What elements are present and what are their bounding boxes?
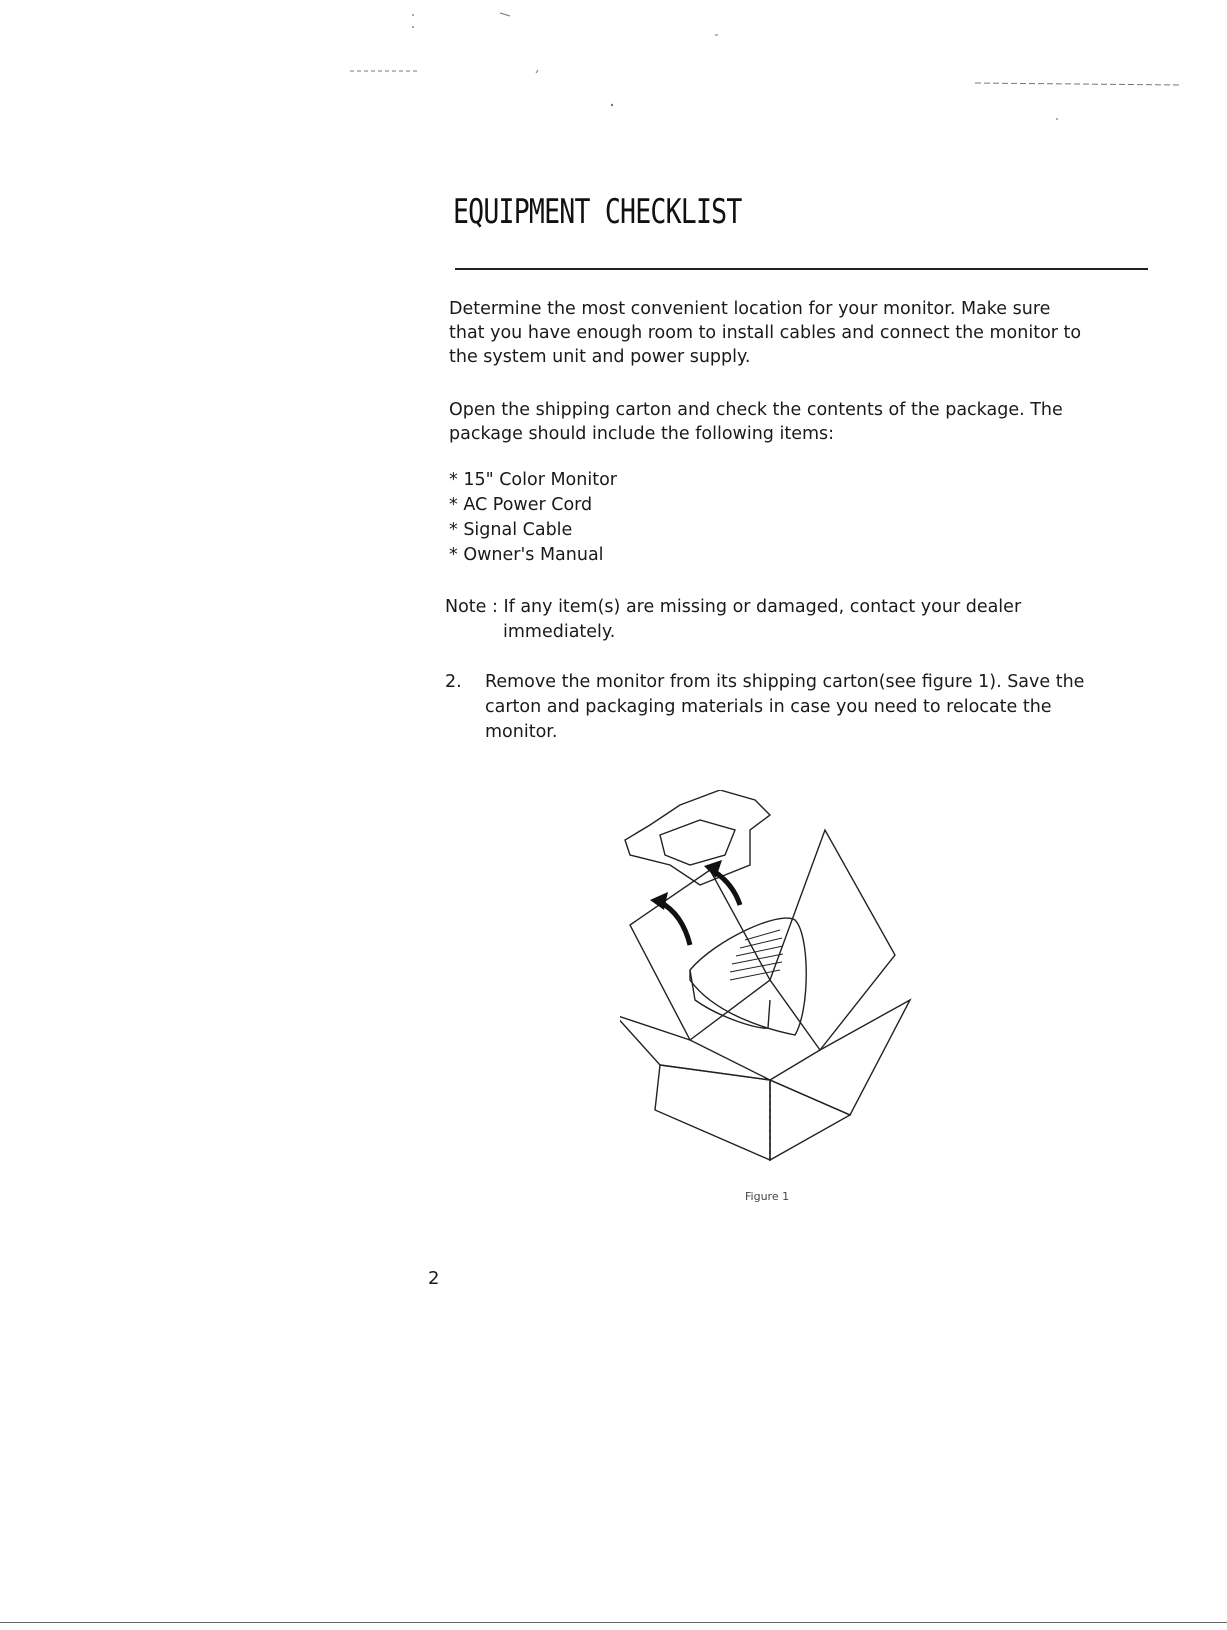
list-item: * AC Power Cord (449, 495, 593, 515)
intro-paragraph: Determine the most convenient location for your monitor. Make sure that you have enough room to install cables and connect the monitor to the system unit and power supply. (449, 299, 1082, 367)
figure-caption: Figure 1 (745, 1190, 790, 1203)
note-text: Note : If any item(s) are missing or damaged, contact your dealer (445, 597, 1022, 617)
carton-paragraph: Open the shipping carton and check the contents of the package. The package should include the following items: (449, 400, 1063, 444)
box-flap-left (630, 870, 770, 1040)
box-side-right (770, 1080, 850, 1160)
note-continuation: immediately. (503, 622, 616, 642)
step-2 (445, 670, 1085, 745)
arrow-left (660, 902, 690, 945)
scan-artifacts (0, 0, 1227, 130)
list-item: * Owner's Manual (449, 545, 604, 565)
box-side-left (655, 1065, 770, 1160)
lift-arrows (660, 870, 740, 945)
note (445, 595, 1105, 645)
box-flap-right (770, 830, 895, 1050)
step-text: Remove the monitor from its shipping carton(see figure 1). Save the carton and packaging materials in case you need to relocate the monitor. (485, 672, 1085, 742)
unpacking-figure (620, 790, 920, 1180)
page-title: EQUIPMENT CHECKLIST (453, 192, 742, 232)
bottom-edge-line (0, 1622, 1227, 1623)
page-number: 2 (428, 1268, 440, 1289)
package-items-list (449, 468, 617, 568)
box-flap-front-right (770, 1000, 910, 1115)
step-number: 2. (445, 672, 462, 692)
list-item: * Signal Cable (449, 520, 573, 540)
title-rule (455, 268, 1148, 270)
list-item: * 15" Color Monitor (449, 470, 617, 490)
foam-cushion (625, 790, 770, 885)
